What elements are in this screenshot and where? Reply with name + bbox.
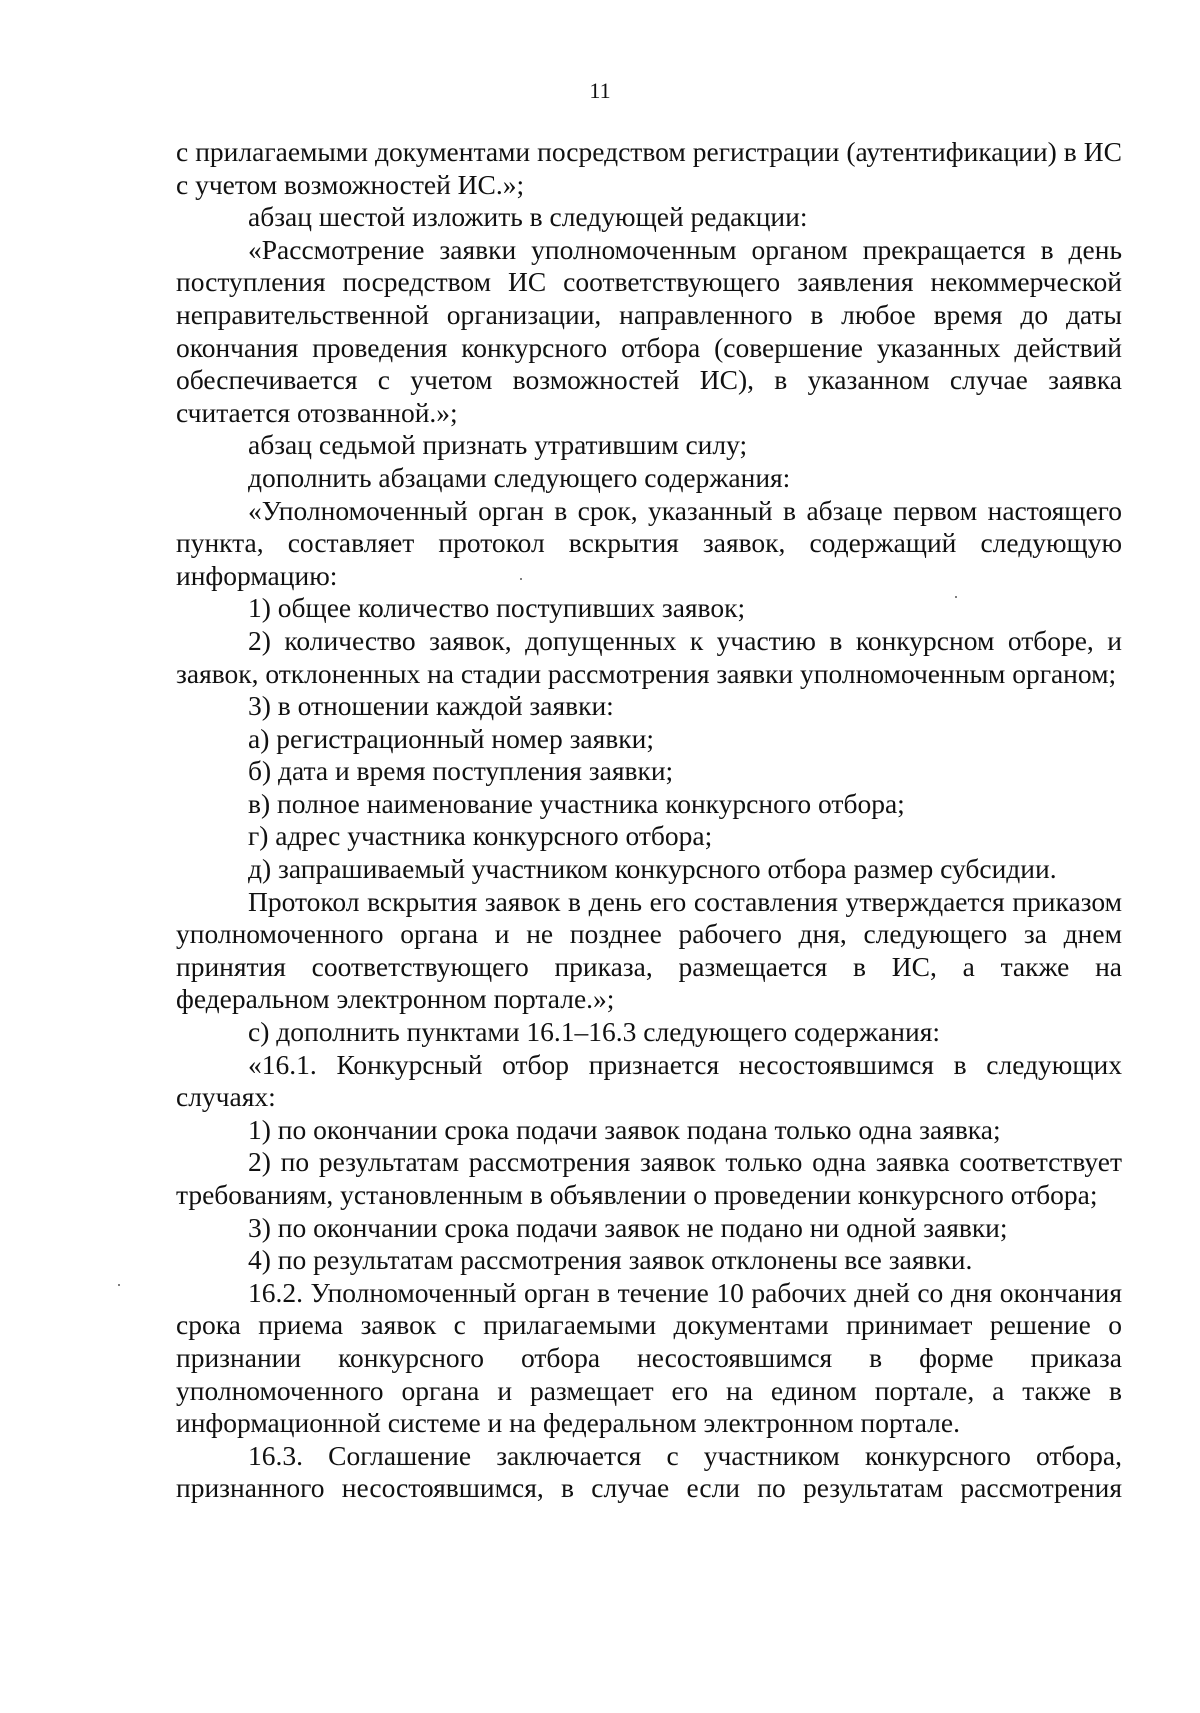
document-body (176, 136, 1122, 1505)
paragraph-3: «Рассмотрение заявки уполномоченным органом прекращается в день поступления посредством ИС соответствующего заявления некоммерческой неправительственной организации, направленного в любое время до даты окончания проведения конкурсного отбора (совершение указанных действий обеспечивается с учетом возможностей ИС), в указанном случае заявка считается отозванной.»; (176, 233, 1122, 428)
clause-16-1-item-1: 1) по окончании срока подачи заявок подана только одна заявка; (248, 1113, 1001, 1145)
list-item-1: 1) общее количество поступивших заявок; (248, 592, 746, 624)
clause-16-1-item-4: 4) по результатам рассмотрения заявок отклонены все заявки. (248, 1244, 973, 1276)
paragraph-1: с прилагаемыми документами посредством регистрации (аутентификации) в ИС с учетом возможностей ИС.»; (176, 136, 1122, 200)
clause-16-1-item-3: 3) по окончании срока подачи заявок не подано ни одной заявки; (248, 1211, 1008, 1243)
clause-16-2: 16.2. Уполномоченный орган в течение 10 рабочих дней со дня окончания срока приема заявок с прилагаемыми документами принимает решение о признании конкурсного отбора несостоявшимся в форме приказа уполномоченного органа и размещает его на едином портале, а также в информационной системе и на федеральном электронном портале. (176, 1276, 1122, 1439)
scan-speck (520, 578, 522, 580)
sub-item-b: б) дата и время поступления заявки; (248, 755, 674, 787)
sub-item-a: а) регистрационный номер заявки; (248, 722, 654, 754)
scan-speck (955, 596, 957, 598)
sub-item-d: д) запрашиваемый участником конкурсного отбора размер субсидии. (248, 853, 1057, 885)
paragraph-4: абзац седьмой признать утратившим силу; (248, 429, 748, 461)
paragraph-protocol: Протокол вскрытия заявок в день его составления утверждается приказом уполномоченного органа и не позднее рабочего дня, следующего за днем принятия соответствующего приказа, размещается в ИС, а также на федеральном электронном портале.»; (176, 885, 1122, 1015)
list-item-2: 2) количество заявок, допущенных к участию в конкурсном отборе, и заявок, отклоненных на стадии рассмотрения заявки уполномоченным органом; (176, 624, 1122, 689)
clause-16-1-item-2: 2) по результатам рассмотрения заявок только одна заявка соответствует требованиям, установленным в объявлении о проведении конкурсного отбора; (176, 1146, 1122, 1210)
scan-speck (118, 1284, 120, 1286)
paragraph-2: абзац шестой изложить в следующей редакции: (248, 201, 808, 233)
paragraph-6: «Уполномоченный орган в срок, указанный в абзаце первом настоящего пункта, составляет протокол вскрытия заявок, содержащий следующую информацию: (176, 494, 1122, 591)
clause-16-1: «16.1. Конкурсный отбор признается несостоявшимся в следующих случаях: (176, 1048, 1122, 1113)
paragraph-5: дополнить абзацами следующего содержания: (248, 461, 791, 493)
list-item-3: 3) в отношении каждой заявки: (248, 690, 614, 722)
sub-item-g: г) адрес участника конкурсного отбора; (248, 820, 713, 852)
paragraph-amendment-c: с) дополнить пунктами 16.1–16.3 следующего содержания: (248, 1016, 940, 1048)
clause-16-3: 16.3. Соглашение заключается с участником конкурсного отбора, признанного несостоявшимся, в случае если по результатам рассмотрения (176, 1439, 1122, 1504)
sub-item-v: в) полное наименование участника конкурсного отбора; (248, 787, 905, 819)
page-number: 11 (589, 78, 611, 103)
